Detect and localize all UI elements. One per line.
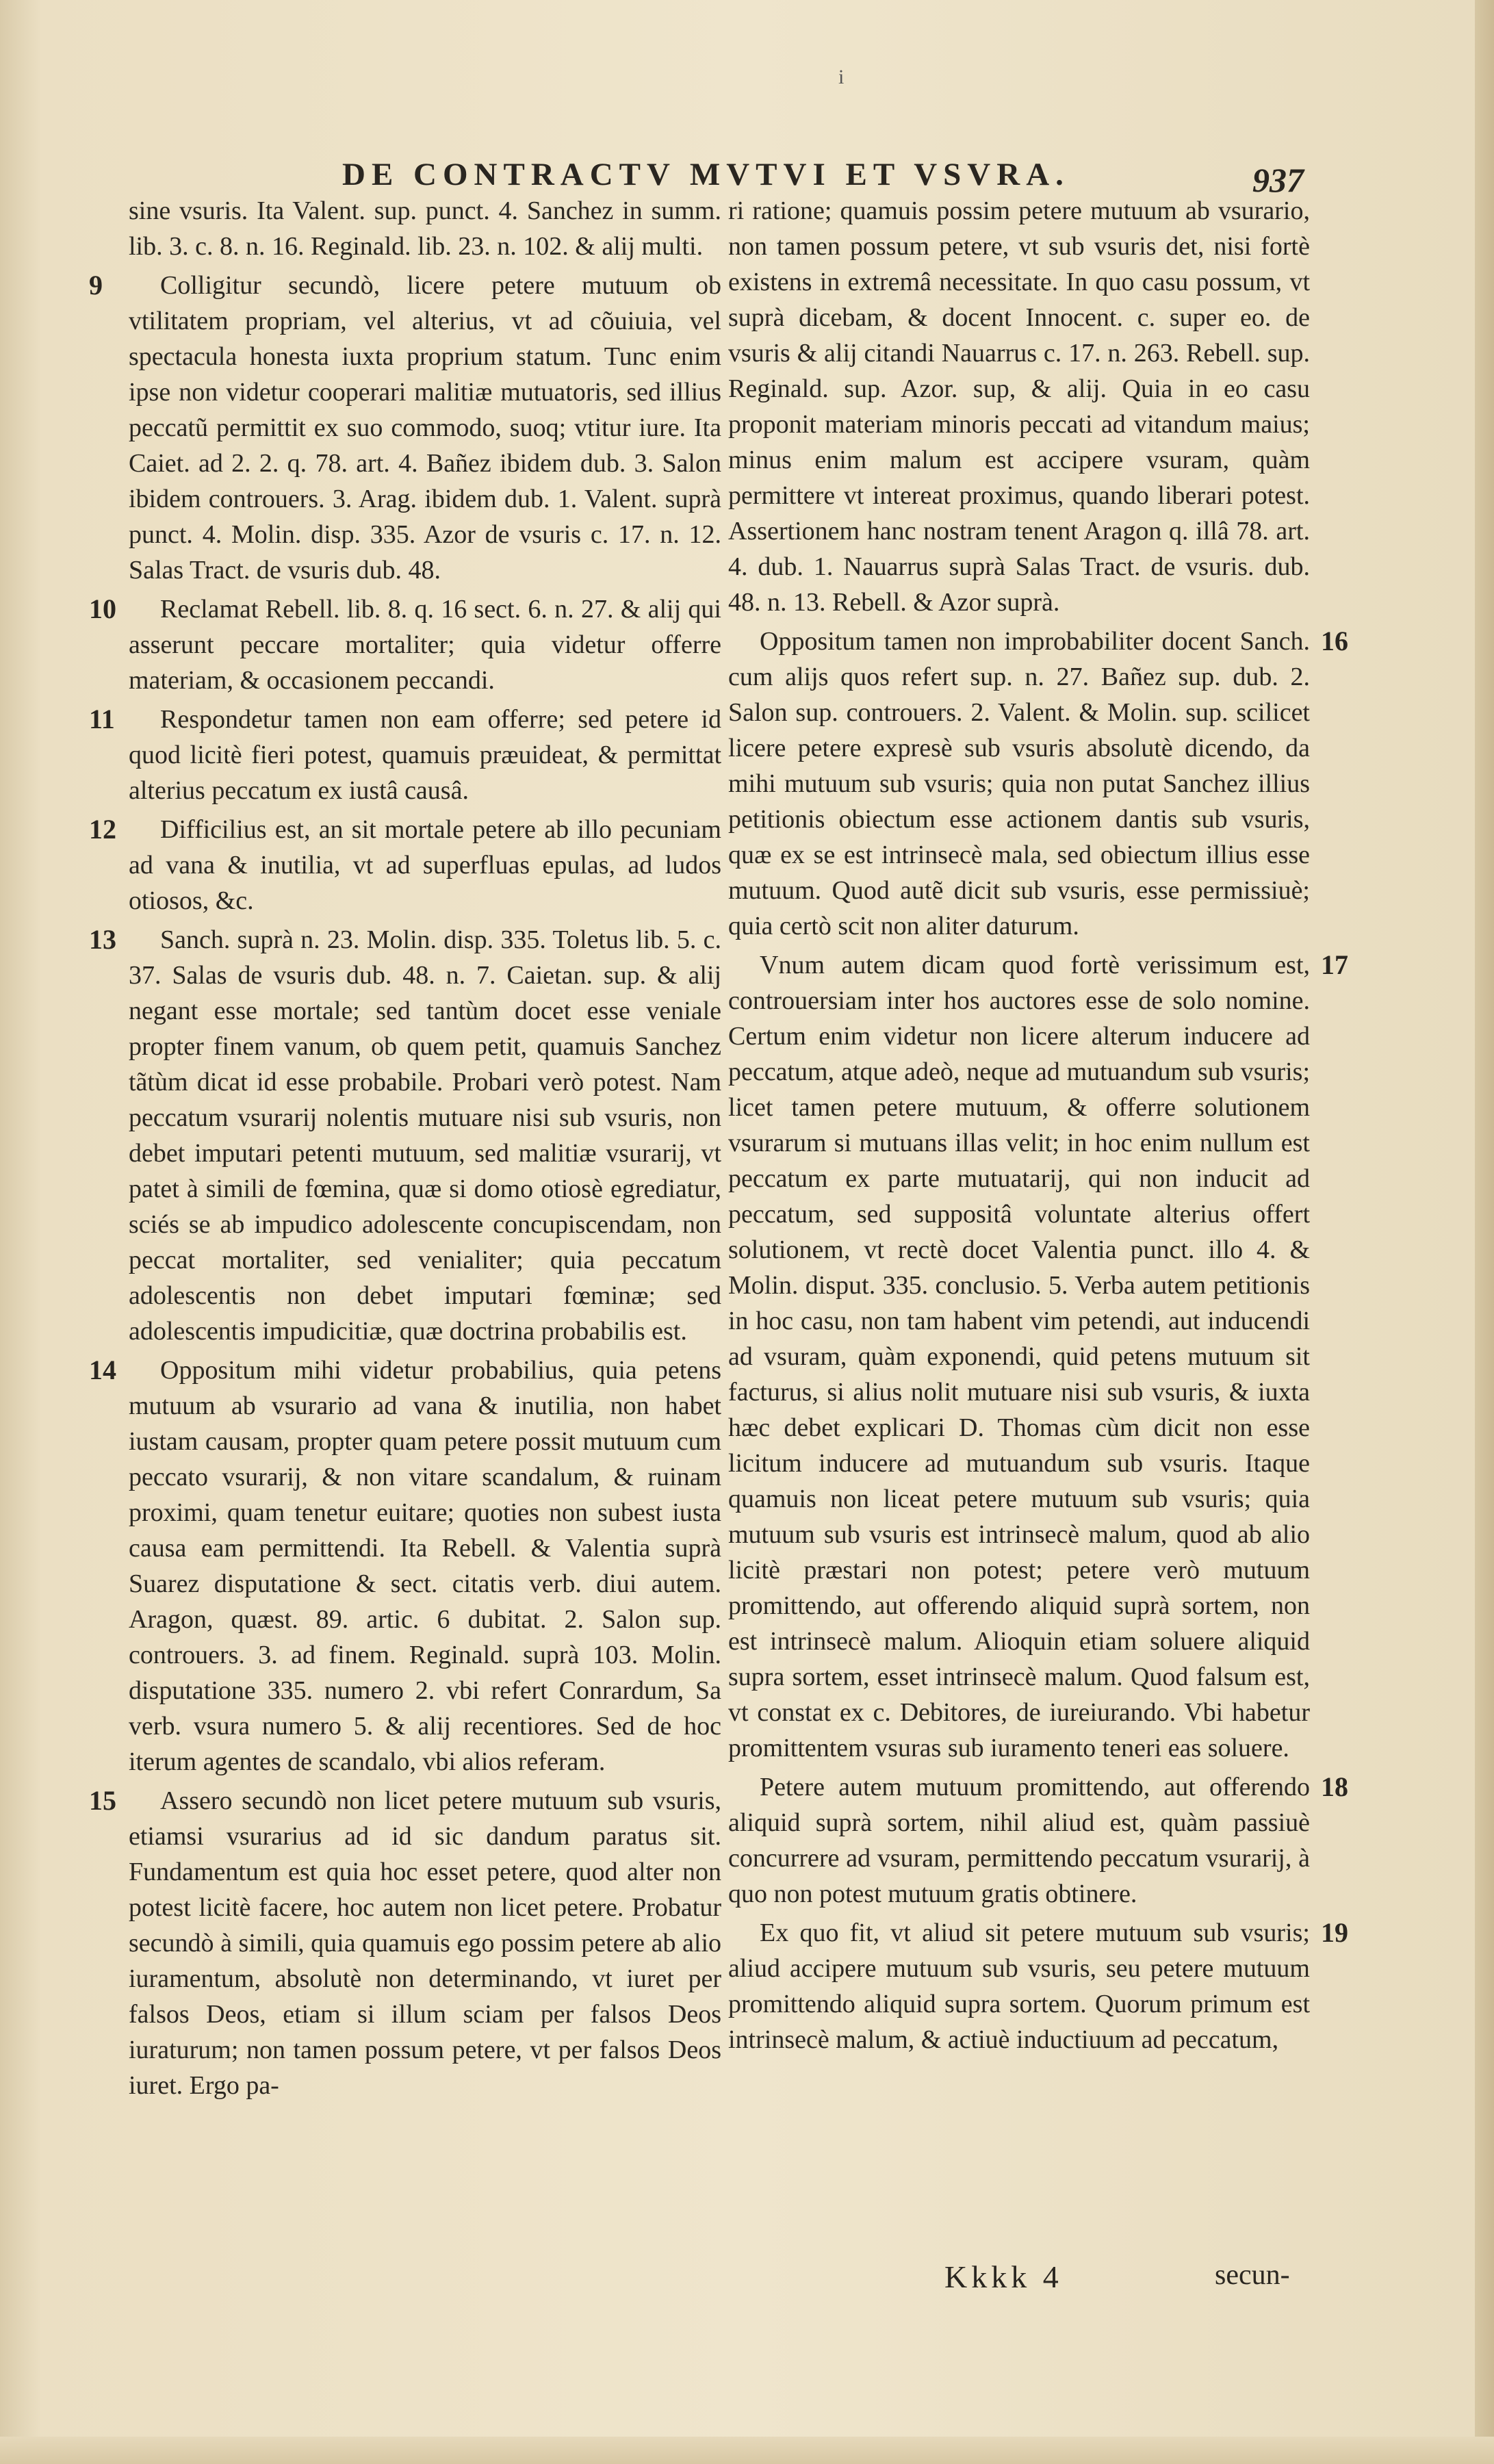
page-number: 937 — [1252, 161, 1304, 199]
paragraph-number: 9 — [89, 270, 103, 300]
paragraph: Difficilius est, an sit mortale petere ab illo pecuniam ad vana & inutilia, vt ad superfluas epulas, ad ludos otiosos, &c. — [129, 815, 721, 915]
paragraph: Assero secundò non licet petere mutuum sub vsuris, etiamsi vsurarius ad id sic dandum paratus sit. Fundamentum est quia hoc esset petere, quod alter non potest licitè facere, hoc autem non licet petere. Probatur secundò à simili, quia quamuis ego possim petere ab alio iuramentum, absolutè non determinando, vt iuret per falsos Deos, etiam si illum sciam per falsos Deos iuraturum; non tamen possum petere, vt per falsos Deos iuret. Ergo pa- — [129, 1786, 721, 2100]
paragraph-number: 19 — [1321, 1917, 1348, 1948]
paragraph-number: 18 — [1321, 1771, 1348, 1802]
paragraph: Vnum autem dicam quod fortè verissimum est, controuersiam inter hos auctores esse de solo nomine. Certum enim videtur non licere alterum inducere ad peccatum, atque adeò, neque ad mutuandum sub vsuris; licet tamen petere mutuum, & offerre solutionem vsurarum si mutuans illas velit; in hoc enim nullum est peccatum ex parte mutuatarij, qui non inducit ad peccatum, sed suppositâ voluntate alterius offert solutionem, vt rectè docet Valentia punct. illo 4. & Molin. disput. 335. conclusio. 5. Verba autem petitionis in hoc casu, non tam habent vim petendi, aut inducendi ad vsuram, quàm exponendi, quid petens mutuum sit facturus, si alius nolit mutuare nisi sub vsuris, & iuxta hæc debet explicari D. Thomas cùm dicit non esse licitum inducere ad mutuandum sub vsuris. Itaque quamuis non liceat petere mutuum sub vsuris; quia mutuum sub vsuris est intrinsecè malum, quod ab alio licitè præstari non potest; petere verò mutuum promittendo, aut offerendo aliquid suprà sortem, non est intrinsecè malum. Alioquin etiam soluere aliquid supra sortem, esset intrinsecè malum. Quod falsum est, vt constat ex c. Debitores, de iureiurando. Vbi habetur promittentem vsuras sub iuramento teneri eas soluere. — [728, 951, 1310, 1762]
paragraph-number: 12 — [89, 814, 116, 845]
catchword: secun- — [1215, 2259, 1290, 2291]
page-edge — [1475, 0, 1494, 2464]
paragraph-number: 17 — [1321, 949, 1348, 980]
top-mark: i — [838, 66, 845, 88]
paragraph-number: 11 — [89, 704, 115, 734]
right-column — [728, 193, 1310, 2267]
paragraph: sine vsuris. Ita Valent. sup. punct. 4. Sanchez in summ. lib. 3. c. 8. n. 16. Reginald. lib. 23. n. 102. & alij multi. — [129, 196, 721, 261]
paragraph: ri ratione; quamuis possim petere mutuum ab vsurario, non tamen possum petere, vt sub vsuris det, nisi fortè existens in extremâ necessitate. In quo casu possum, vt suprà dicebam, & docent Innocent. c. super eo. de vsuris & alij citandi Nauarrus c. 17. n. 263. Rebell. sup. Reginald. sup. Azor. sup, & alij. Quia in eo casu proponit materiam minoris peccati ad vitandum maius; minus enim malum est accipere vsuram, quàm permittere vt intereat proximus, quando liberari potest. Assertionem hanc nostram tenent Aragon q. illâ 78. art. 4. dub. 1. Nauarrus suprà Salas Tract. de vsuris. dub. 48. n. 13. Rebell. & Azor suprà. — [728, 196, 1310, 617]
paragraph: Petere autem mutuum promittendo, aut offerendo aliquid suprà sortem, nihil aliud est, quàm passiuè concurrere ad vsuram, permittendo peccatum vsurarij, à quo non potest mutuum gratis obtinere. — [728, 1773, 1310, 1908]
paragraph-number: 15 — [89, 1785, 116, 1816]
paragraph: Oppositum tamen non improbabiliter docent Sanch. cum alijs quos refert sup. n. 27. Bañez sup. dub. 2. Salon sup. controuers. 2. Valent. & Molin. sup. scilicet licere petere expresè sub vsuris absolutè dicendo, da mihi mutuum sub vsuris; quia non putat Sanchez illius petitionis obiectum esse actionem dantis sub vsuris, quæ ex se est intrinsecè mala, sed obiectum illius esse mutuum. Quod autẽ dicit sub vsuris, esse permissiuè; quia certò scit non aliter daturum. — [728, 627, 1310, 940]
paragraph: Oppositum mihi videtur probabilius, quia petens mutuum ab vsurario ad vana & inutilia, non habet iustam causam, propter quam petere possit mutuum cum peccato vsurarij, & non vitare scandalum, & ruinam proximi, quam tenetur euitare; quoties non subest iusta causa eam permittendi. Ita Rebell. & Valentia suprà Suarez disputatione & sect. citatis verb. diui autem. Aragon, quæst. 89. artic. 6 dubitat. 2. Salon sup. controuers. 3. ad finem. Reginald. suprà 103. Molin. disputatione 335. numero 2. vbi refert Conrardum, Sa verb. vsura numero 5. & alij recentiores. Sed de hoc iterum agentes de scandalo, vbi alios referam. — [129, 1356, 721, 1776]
paragraph-number: 13 — [89, 924, 116, 955]
paragraph: Sanch. suprà n. 23. Molin. disp. 335. Toletus lib. 5. c. 37. Salas de vsuris dub. 48. n. 7. Caietan. sup. & alij negant esse mortale; sed tantùm docet esse veniale propter finem vanum, ob quem petit, quamuis Sanchez tãtùm dicat id esse probabile. Probari verò potest. Nam peccatum vsurarij nolentis mutuare nisi sub vsuris, non debet imputari petenti mutuum, sed malitiæ vsurarij, vt patet à simili de fœmina, quæ si domo otiosè egrediatur, sciés se ab impudico adolescente concupiscendam, non peccat mortaliter, sed venialiter; quia peccatum adolescentis non debet imputari fœminæ; sed adolescentis impudicitiæ, quæ doctrina probabilis est. — [129, 925, 721, 1346]
paragraph: Colligitur secundò, licere petere mutuum ob vtilitatem propriam, vel alterius, vt ad cõuiuia, vel spectacula honesta iuxta proprium statum. Tunc enim ipse non videtur cooperari malitiæ mutuatoris, sed illius peccatũ permittit ex suo commodo, suoq; vtitur iure. Ita Caiet. ad 2. 2. q. 78. art. 4. Bañez ibidem dub. 3. Salon ibidem controuers. 3. Arag. ibidem dub. 1. Valent. suprà punct. 4. Molin. disp. 335. Azor de vsuris c. 17. n. 12. Salas Tract. de vsuris dub. 48. — [129, 271, 721, 585]
running-head: DE CONTRACTV MVTVI ET VSVRA. — [342, 157, 1070, 192]
paragraph-number: 14 — [89, 1355, 116, 1385]
paragraph-number: 16 — [1321, 626, 1348, 656]
signature-mark: Kkkk 4 — [944, 2259, 1063, 2294]
paragraph-number: 10 — [89, 593, 116, 624]
paragraph: Ex quo fit, vt aliud sit petere mutuum sub vsuris; aliud accipere mutuum sub vsuris, seu petere mutuum promittendo aliquid supra sortem. Quorum primum est intrinsecè malum, & actiuè inductiuum ad peccatum, — [728, 1918, 1310, 2054]
left-column — [129, 193, 721, 2267]
page-bottom-edge — [0, 2437, 1494, 2464]
paragraph: Respondetur tamen non eam offerre; sed petere id quod licitè fieri potest, quamuis præuideat, & permittat alterius peccatum ex iustâ causâ. — [129, 705, 721, 805]
paragraph: Reclamat Rebell. lib. 8. q. 16 sect. 6. n. 27. & alij qui asserunt peccare mortaliter; quia videtur offerre materiam, & occasionem peccandi. — [129, 595, 721, 695]
